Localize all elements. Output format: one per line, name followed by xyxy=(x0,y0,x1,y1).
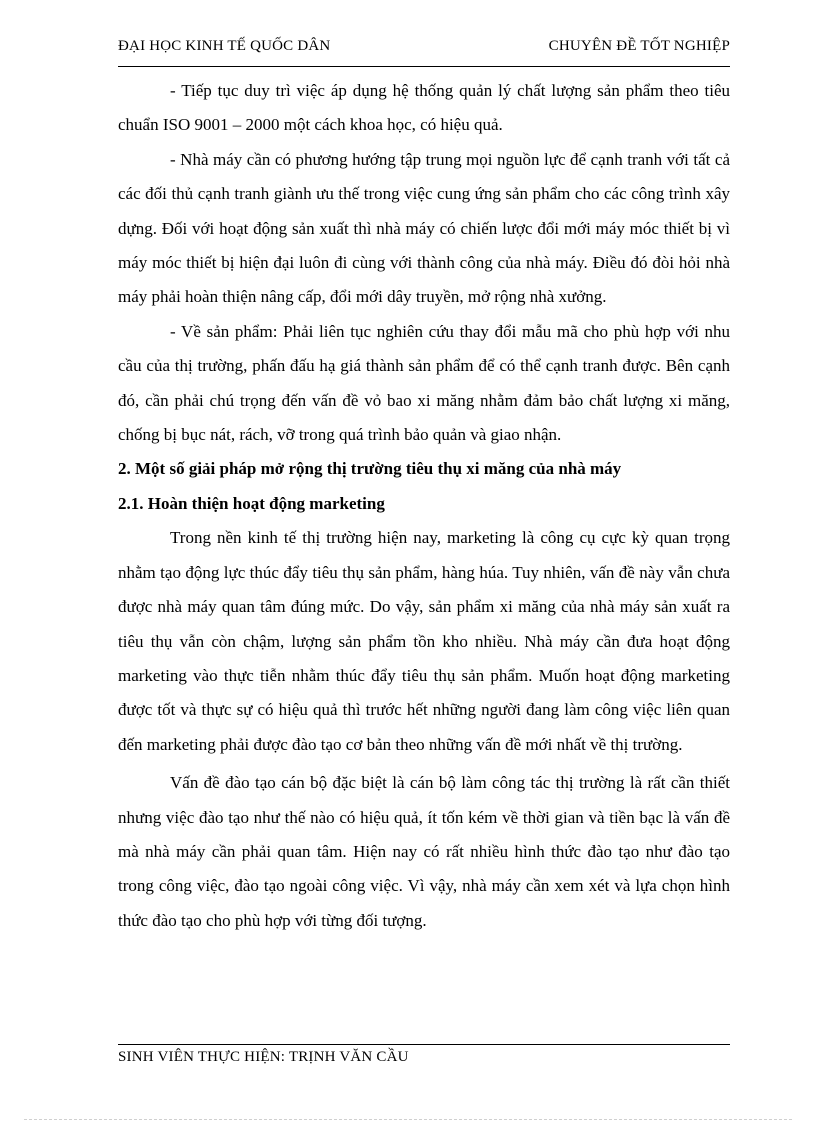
paragraph-competition: - Nhà máy cần có phương hướng tập trung mọi nguồn lực để cạnh tranh với tất cả các đối thủ cạnh tranh giành ưu thế trong việc cung ứng sản phẩm cho các công trình xây dựng. Đối với hoạt động sản xuất thì nhà máy có chiến lược đổi mới máy móc thiết bị vì máy móc thiết bị hiện đại luôn đi cùng với thành công của nhà máy. Điều đó đòi hỏi nhà máy phải hoàn thiện nâng cấp, đổi mới dây truyền, mở rộng nhà xưởng. xyxy=(118,149,730,307)
header-divider xyxy=(118,66,730,67)
paragraph-marketing: Trong nền kinh tế thị trường hiện nay, marketing là công cụ cực kỳ quan trọng nhằm tạo động lực thúc đẩy tiêu thụ sản phẩm, hàng húa. Tuy nhiên, vấn đề này vẫn chưa được nhà máy quan tâm đúng mức. Do vậy, sản phẩm xi măng của nhà máy sản xuất ra tiêu thụ vẫn còn chậm, lượng sản phẩm tồn kho nhiều. Nhà máy cần đưa hoạt động marketing vào thực tiễn nhằm thúc đẩy tiêu thụ sản phẩm. Muốn hoạt động marketing được tốt và thực sự có hiệu quả thì trước hết những người đang làm công việc liên quan đến marketing phải được đào tạo cơ bản theo những vấn đề mới nhất về thị trường. xyxy=(118,528,730,754)
subsection-heading: 2.1. Hoàn thiện hoạt động marketing xyxy=(118,493,385,513)
section-heading: 2. Một số giải pháp mở rộng thị trường tiêu thụ xi măng của nhà máy xyxy=(118,459,622,479)
document-body xyxy=(118,74,730,938)
footer-author: SINH VIÊN THỰC HIỆN: TRỊNH VĂN CẦU xyxy=(118,1049,409,1065)
paragraph-training: Vấn đề đào tạo cán bộ đặc biệt là cán bộ làm công tác thị trường là rất cần thiết nhưng việc đào tạo như thế nào có hiệu quả, ít tốn kém về thời gian và tiền bạc là vấn đề mà nhà máy cần phải quan tâm. Hiện nay có rất nhiều hình thức đào tạo như đào tạo trong công việc, đào tạo ngoài công việc. Vì vậy, nhà máy cần xem xét và lựa chọn hình thức đào tạo cho phù hợp với từng đối tượng. xyxy=(118,773,730,930)
header-university: ĐẠI HỌC KINH TẾ QUỐC DÂN xyxy=(118,38,331,54)
footer-divider xyxy=(118,1044,730,1045)
page-bottom-edge xyxy=(24,1119,792,1120)
paragraph-products: - Về sản phẩm: Phải liên tục nghiên cứu thay đổi mẫu mã cho phù hợp với nhu cầu của thị trường, phấn đấu hạ giá thành sản phẩm để có thể cạnh tranh được. Bên cạnh đó, cần phải chú trọng đến vấn đề vỏ bao xi măng nhằm đảm bảo chất lượng xi măng, chống bị bục nát, rách, vỡ trong quá trình bảo quản và giao nhận. xyxy=(118,321,730,445)
header-document-type: CHUYÊN ĐỀ TỐT NGHIỆP xyxy=(548,38,730,54)
page-header xyxy=(118,38,730,62)
paragraph-iso: - Tiếp tục duy trì việc áp dụng hệ thống quản lý chất lượng sản phẩm theo tiêu chuẩn ISO 9001 – 2000 một cách khoa học, có hiệu quả. xyxy=(118,81,730,135)
